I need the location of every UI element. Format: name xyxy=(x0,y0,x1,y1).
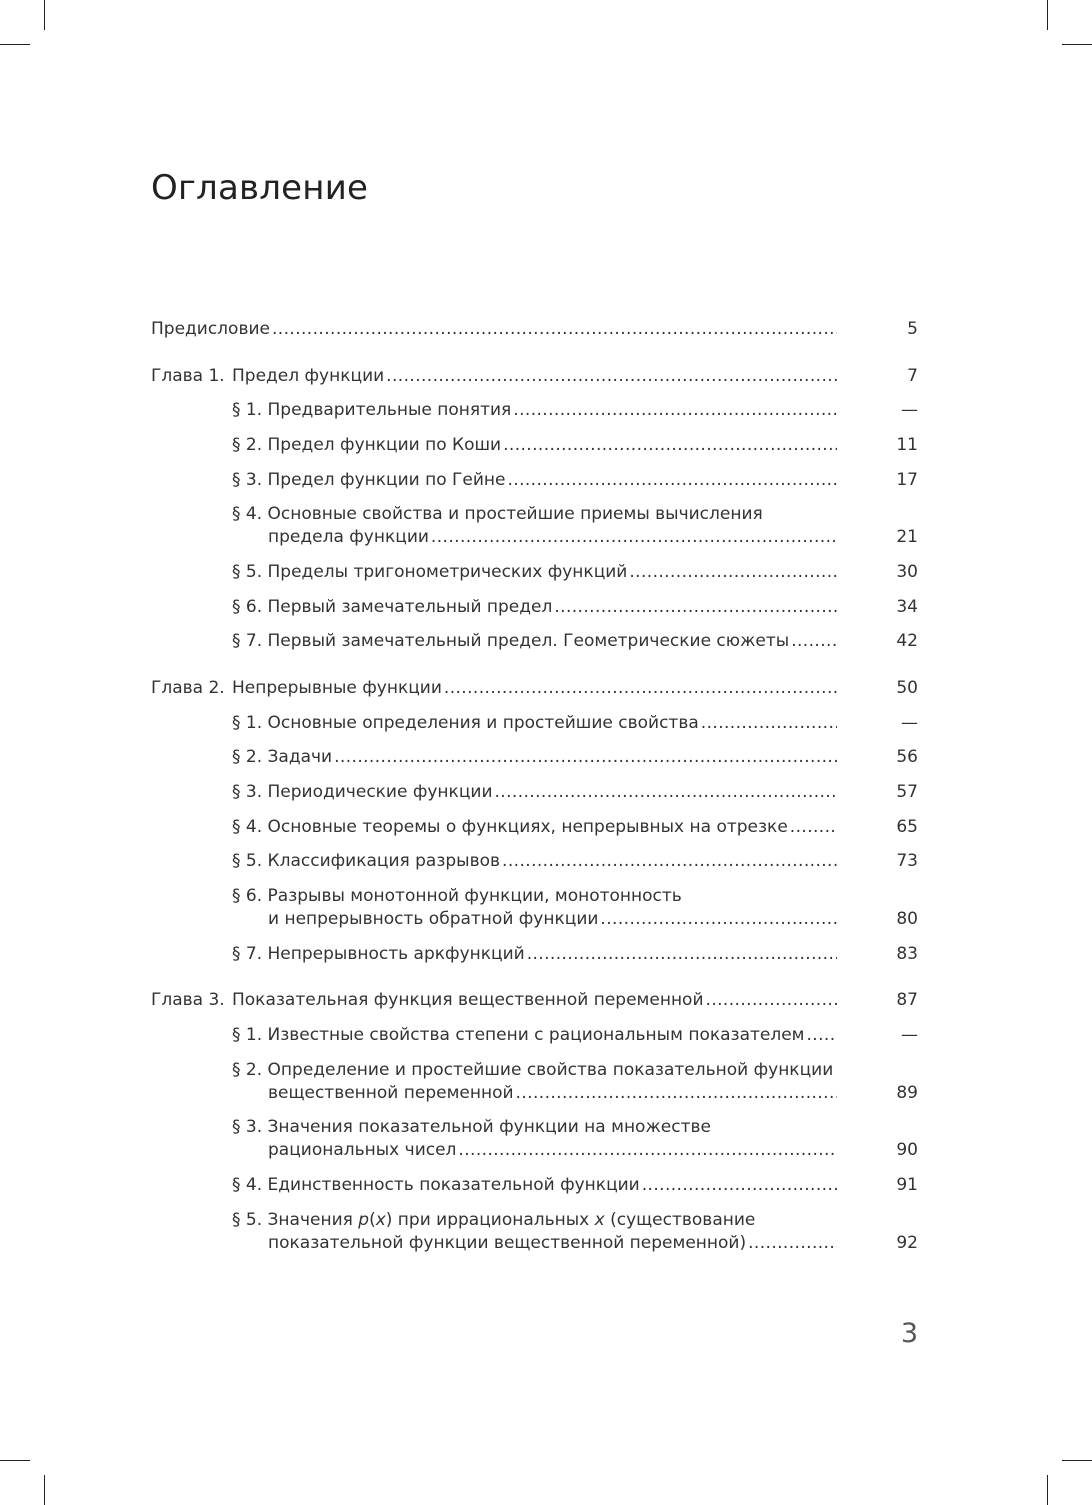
dot-leader xyxy=(790,816,837,839)
section-title: § 2. Предел функции по Коши xyxy=(232,434,502,455)
section-title: § 1. Основные определения и простейшие свойства xyxy=(232,712,699,733)
page-number: 89 xyxy=(896,1082,918,1103)
toc-entry-section[interactable] xyxy=(151,561,918,584)
toc-entry-section[interactable] xyxy=(151,816,918,839)
page-number: 87 xyxy=(896,990,918,1011)
dot-leader xyxy=(554,596,837,619)
page-number: 83 xyxy=(896,943,918,964)
crop-mark xyxy=(1047,0,1048,30)
section-title: § 4. Основные свойства и простейшие приемы вычисления xyxy=(232,504,763,525)
toc-entry-section[interactable] xyxy=(151,781,918,804)
toc-entry-chapter-2[interactable] xyxy=(151,677,918,700)
dot-leader xyxy=(701,712,837,735)
page-number: — xyxy=(901,1024,918,1045)
page-number: 42 xyxy=(896,631,918,652)
page-title: Оглавление xyxy=(151,168,369,208)
toc-entry-section[interactable] xyxy=(151,1209,918,1255)
crop-mark xyxy=(0,1460,30,1461)
section-title: § 7. Непрерывность аркфункций xyxy=(232,943,525,964)
toc-entry-section[interactable] xyxy=(151,399,918,422)
crop-mark xyxy=(1062,44,1092,45)
chapter-title: Непрерывные функции xyxy=(232,677,442,698)
section-title-cont: показательной функции вещественной переменной) xyxy=(268,1232,747,1253)
crop-mark xyxy=(44,1475,45,1505)
toc-entry-section[interactable] xyxy=(151,712,918,735)
dot-leader xyxy=(458,1139,837,1162)
dot-leader xyxy=(748,1232,837,1255)
page-number: 17 xyxy=(896,469,918,490)
crop-mark xyxy=(1062,1460,1092,1461)
toc-entry-section[interactable] xyxy=(151,1174,918,1197)
chapter-label: Глава 3. xyxy=(151,990,225,1011)
toc-entry-section[interactable] xyxy=(151,630,918,653)
section-title: § 1. Предварительные понятия xyxy=(232,400,512,421)
chapter-label: Глава 1. xyxy=(151,365,225,386)
section-title-cont: предела функции xyxy=(268,527,429,548)
section-title: § 6. Первый замечательный предел xyxy=(232,596,553,617)
folio-page-number: 3 xyxy=(900,1318,918,1349)
section-title: § 1. Известные свойства степени с рациональным показателем xyxy=(232,1024,805,1045)
page-number: 11 xyxy=(896,434,918,455)
crop-mark xyxy=(0,44,30,45)
section-title: § 2. Задачи xyxy=(232,747,333,768)
dot-leader xyxy=(386,365,837,388)
dot-leader xyxy=(791,630,837,653)
chapter-label: Глава 2. xyxy=(151,677,225,698)
page-number: 56 xyxy=(896,747,918,768)
section-title-cont: вещественной переменной xyxy=(268,1082,514,1103)
page-number: 57 xyxy=(896,781,918,802)
table-of-contents xyxy=(151,318,918,1266)
section-title: § 6. Разрывы монотонной функции, монотонность xyxy=(232,885,682,906)
section-title: § 5. Классификация разрывов xyxy=(232,851,501,872)
dot-leader xyxy=(629,561,837,584)
toc-entry-chapter-3[interactable] xyxy=(151,989,918,1012)
dot-leader xyxy=(706,989,837,1012)
toc-entry-section[interactable] xyxy=(151,503,918,549)
toc-entry-section[interactable] xyxy=(151,885,918,931)
section-title: § 3. Значения показательной функции на множестве xyxy=(232,1117,711,1138)
toc-entry-section[interactable] xyxy=(151,746,918,769)
dot-leader xyxy=(642,1174,837,1197)
page-number: 65 xyxy=(896,816,918,837)
dot-leader xyxy=(503,434,837,457)
dot-leader xyxy=(513,399,837,422)
page-number: 30 xyxy=(896,561,918,582)
chapter-title: Предел функции xyxy=(232,365,385,386)
section-title: § 3. Периодические функции xyxy=(232,781,493,802)
section-title: § 7. Первый замечательный предел. Геометрические сюжеты xyxy=(232,631,790,652)
section-title-cont: и непрерывность обратной функции xyxy=(268,908,599,929)
section-title: § 2. Определение и простейшие свойства показательной функции xyxy=(232,1059,834,1080)
page-number: 7 xyxy=(907,365,918,386)
page-number: 34 xyxy=(896,596,918,617)
dot-leader xyxy=(516,1082,837,1105)
toc-entry-section[interactable] xyxy=(151,1024,918,1047)
toc-entry-section[interactable] xyxy=(151,434,918,457)
section-title-cont: рациональных чисел xyxy=(268,1140,457,1161)
section-title: § 5. Значения p(x) при иррациональных x (существование xyxy=(232,1209,756,1230)
crop-mark xyxy=(44,0,45,30)
dot-leader xyxy=(502,850,837,873)
toc-entry-section[interactable] xyxy=(151,1116,918,1162)
page-number: 73 xyxy=(896,851,918,872)
toc-entry-section[interactable] xyxy=(151,596,918,619)
entry-title: Предисловие xyxy=(151,319,270,339)
page-number: 91 xyxy=(896,1174,918,1195)
chapter-title: Показательная функция вещественной переменной xyxy=(232,990,704,1011)
page-number: 21 xyxy=(896,527,918,548)
page-number: 80 xyxy=(896,908,918,929)
section-title: § 5. Пределы тригонометрических функций xyxy=(232,561,628,582)
section-title: § 4. Единственность показательной функции xyxy=(232,1174,640,1195)
toc-entry-chapter-1[interactable] xyxy=(151,365,918,388)
dot-leader xyxy=(600,908,837,931)
dot-leader xyxy=(444,677,837,700)
page-number: — xyxy=(901,400,918,421)
crop-mark xyxy=(1047,1475,1048,1505)
page-number: 90 xyxy=(896,1140,918,1161)
dot-leader xyxy=(272,318,837,341)
section-title: § 3. Предел функции по Гейне xyxy=(232,469,506,490)
page-number: — xyxy=(901,712,918,733)
page-number: 92 xyxy=(896,1232,918,1253)
dot-leader xyxy=(507,469,837,492)
dot-leader xyxy=(431,526,837,549)
page-number: 5 xyxy=(907,319,918,339)
section-title: § 4. Основные теоремы о функциях, непрерывных на отрезке xyxy=(232,816,788,837)
toc-entry-section[interactable] xyxy=(151,850,918,873)
dot-leader xyxy=(334,746,837,769)
dot-leader xyxy=(495,781,838,804)
page-number: 50 xyxy=(896,677,918,698)
dot-leader xyxy=(527,943,837,966)
toc-entry-preface[interactable] xyxy=(151,318,918,341)
toc-entry-section[interactable] xyxy=(151,1059,918,1105)
dot-leader xyxy=(807,1024,838,1047)
toc-entry-section[interactable] xyxy=(151,469,918,492)
toc-entry-section[interactable] xyxy=(151,943,918,966)
